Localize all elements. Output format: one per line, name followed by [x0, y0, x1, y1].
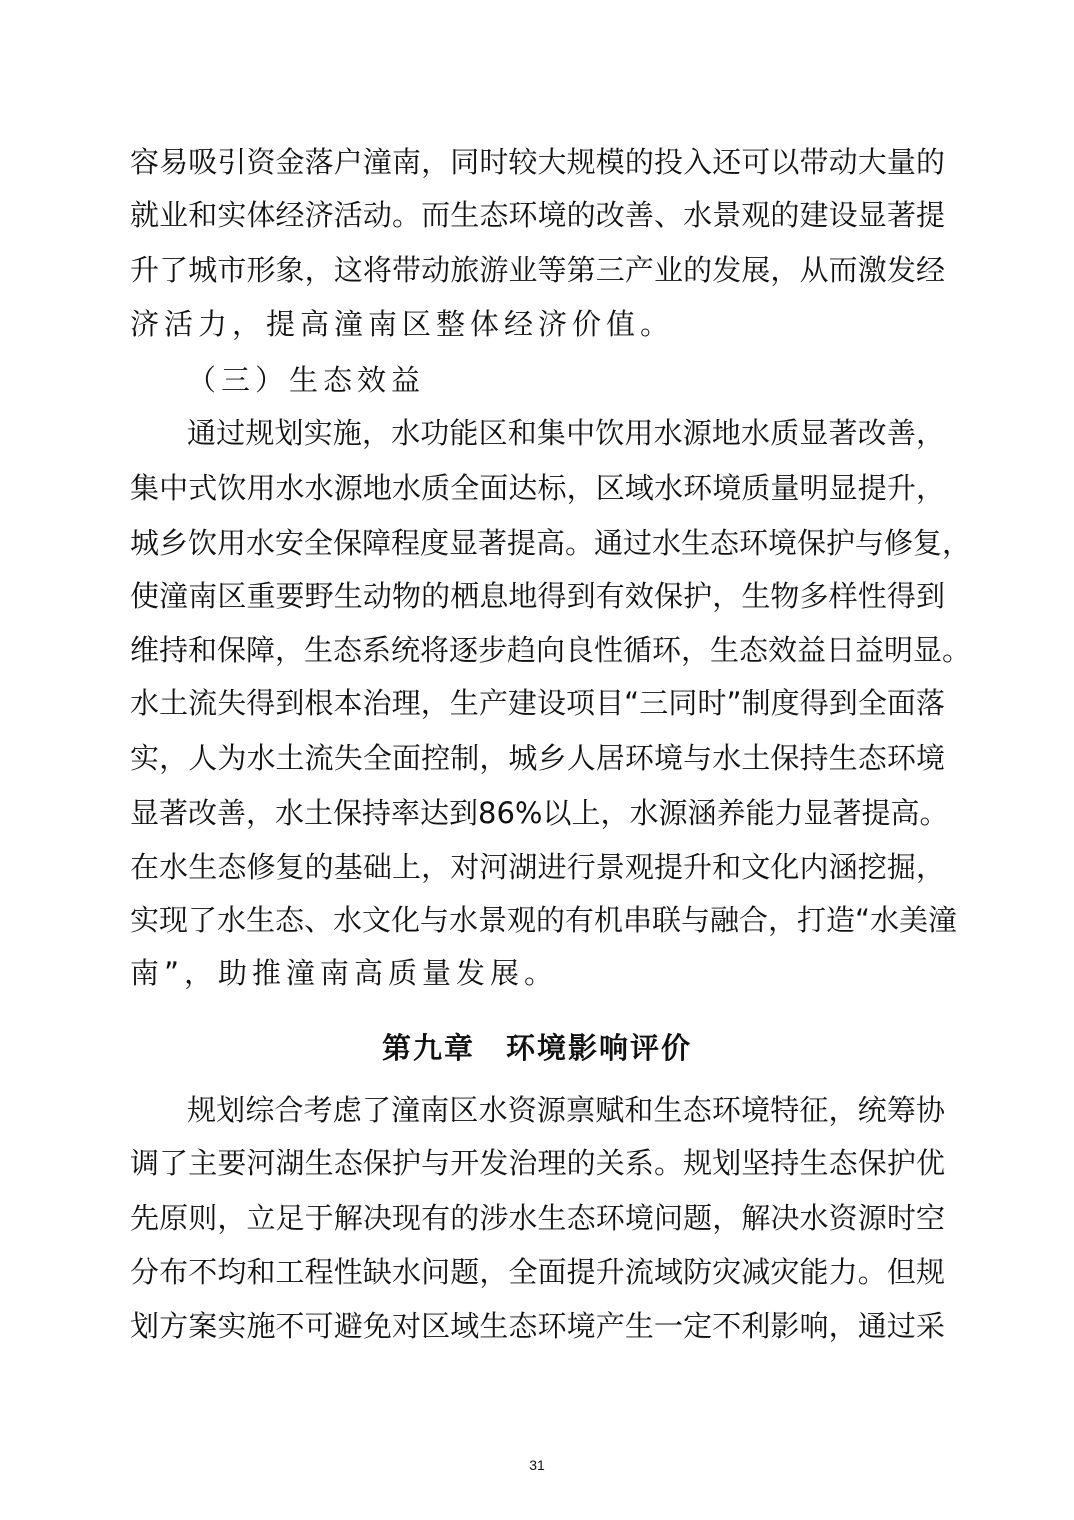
text-line: 升了城市形象，这将带动旅游业等第三产业的发展，从而激发经 — [130, 253, 945, 287]
text-line: 实现了水生态、水文化与水景观的有机串联与融合，打造“水美潼 — [130, 903, 958, 937]
section-heading: （三）生态效益 — [187, 363, 426, 397]
text-line: 在水生态修复的基础上，对河湖进行景观提升和文化内涵挖掘， — [130, 850, 945, 884]
text-line: 实，人为水土流失全面控制，城乡人居环境与水土保持生态环境 — [130, 741, 945, 775]
text-line: 使潼南区重要野生动物的栖息地得到有效保护，生物多样性得到 — [130, 579, 945, 613]
text-line: 显著改善，水土保持率达到86%以上，水源涵养能力显著提高。 — [130, 796, 949, 830]
text-line: 南”，助推潼南高质量发展。 — [130, 956, 559, 990]
text-line: 济活力，提高潼南区整体经济价值。 — [130, 307, 675, 341]
text-line: 容易吸引资金落户潼南，同时较大规模的投入还可以带动大量的 — [130, 145, 945, 179]
page-number: 31 — [529, 1457, 545, 1473]
text-line: 分布不均和工程性缺水问题，全面提升流域防灾减灾能力。但规 — [130, 1255, 945, 1289]
text-line: 先原则，立足于解决现有的涉水生态环境问题，解决水资源时空 — [130, 1201, 945, 1235]
text-line: 规划综合考虑了潼南区水资源禀赋和生态环境特征，统筹协 — [187, 1093, 945, 1127]
text-line: 通过规划实施，水功能区和集中饮用水源地水质显著改善， — [187, 416, 945, 450]
text-line: 维持和保障，生态系统将逐步趋向良性循环，生态效益日益明显。 — [130, 633, 972, 667]
text-line: 集中式饮用水水源地水质全面达标，区域水环境质量明显提升， — [130, 471, 945, 505]
text-line: 城乡饮用水安全保障程度显著提高。通过水生态环境保护与修复， — [130, 526, 972, 560]
chapter-title: 第九章 环境影响评价 — [381, 1031, 692, 1065]
text-line: 水土流失得到根本治理，生产建设项目“三同时”制度得到全面落 — [130, 686, 945, 720]
text-line: 就业和实体经济活动。而生态环境的改善、水景观的建设显著提 — [130, 198, 945, 232]
text-line: 调了主要河湖生态保护与开发治理的关系。规划坚持生态保护优 — [130, 1146, 945, 1180]
text-line: 划方案实施不可避免对区域生态环境产生一定不利影响，通过采 — [130, 1309, 945, 1343]
